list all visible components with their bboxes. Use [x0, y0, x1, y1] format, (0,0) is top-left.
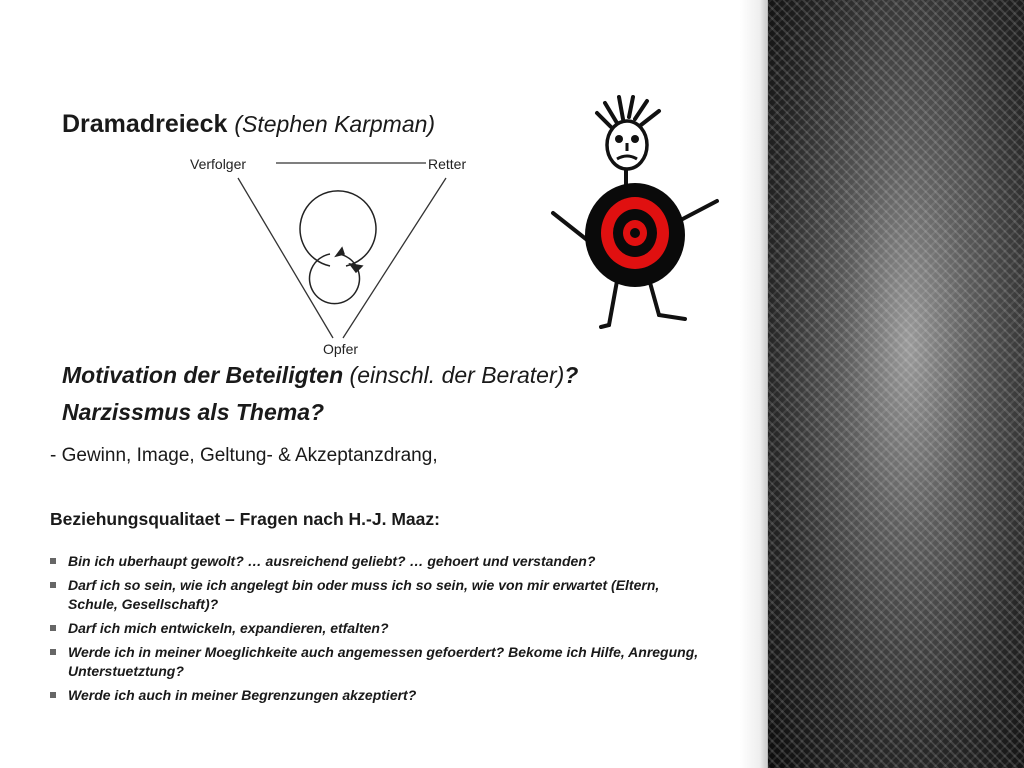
list-item [50, 619, 710, 638]
slide-title [62, 110, 435, 139]
motivation-question [62, 362, 578, 389]
triangle-right-edge [343, 178, 446, 338]
relationship-heading: Beziehungsqualitaet – Fragen nach H.-J. Maaz: [50, 509, 440, 529]
relationship-question-list [50, 552, 710, 710]
stick-figure-target-icon [545, 95, 725, 335]
cycle-arrows-icon [300, 191, 376, 304]
motivation-end: ? [564, 362, 579, 388]
list-item-text: Darf ich mich entwickeln, expandieren, etfalten? [68, 620, 389, 636]
list-item [50, 552, 710, 571]
motivation-plain: (einschl. der Berater) [349, 362, 565, 388]
motivation-bold: Motivation der Beteiligten [62, 362, 344, 388]
label-persecutor: Verfolger [190, 156, 247, 172]
label-victim: Opfer [323, 341, 359, 357]
gain-line: - Gewinn, Image, Geltung- & Akzeptanzdrang, [50, 445, 438, 466]
label-rescuer: Retter [428, 156, 467, 172]
list-item-text: Darf ich so sein, wie ich angelegt bin oder muss ich so sein, wie von mir erwartet (Eltern, Schule, Gesellschaft)? [68, 577, 660, 612]
list-item-text: Bin ich uberhaupt gewolt? … ausreichend geliebt? … gehoert und verstanden? [68, 553, 596, 569]
bullet-square-icon [50, 625, 56, 631]
title-subtitle: (Stephen Karpman) [234, 111, 436, 137]
carbon-fiber-panel [768, 0, 1024, 768]
bullet-square-icon [50, 582, 56, 588]
drama-triangle-diagram [188, 150, 483, 360]
list-item [50, 643, 710, 681]
bullet-square-icon [50, 692, 56, 698]
bullet-square-icon [50, 558, 56, 564]
list-item-text: Werde ich auch in meiner Begrenzungen akzeptiert? [68, 687, 417, 703]
list-item-text: Werde ich in meiner Moeglichkeite auch angemessen gefoerdert? Bekome ich Hilfe, Anregung, Unterstuetztung? [68, 644, 699, 679]
narcissism-question: Narzissmus als Thema? [62, 399, 325, 425]
list-item [50, 576, 710, 614]
list-item [50, 686, 710, 705]
title-main: Dramadreieck [62, 110, 228, 138]
bullet-square-icon [50, 649, 56, 655]
